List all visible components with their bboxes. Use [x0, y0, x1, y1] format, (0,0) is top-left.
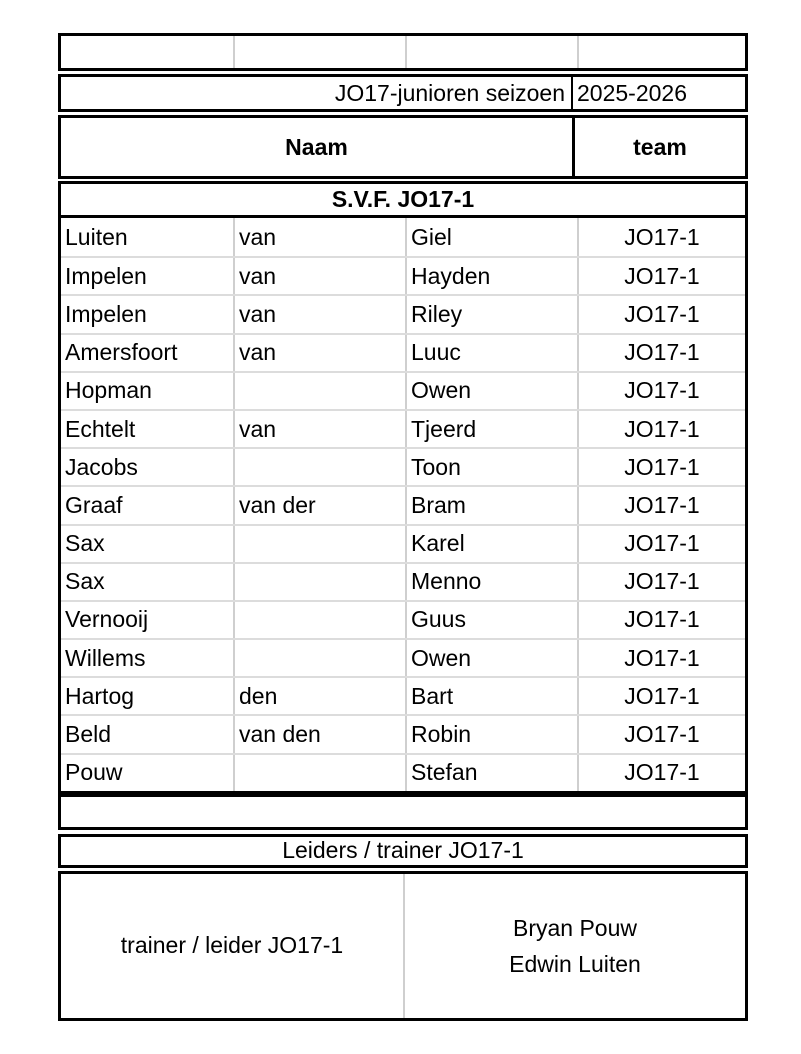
last-name-cell: Luiten [65, 223, 128, 250]
player-row [61, 524, 745, 562]
player-row [61, 333, 745, 371]
first-name-cell: Bart [405, 678, 577, 714]
prefix-cell [233, 640, 405, 676]
team-cell: JO17-1 [577, 487, 745, 523]
leaders-title-row [58, 834, 748, 868]
prefix-cell [233, 526, 405, 562]
prefix-cell: van [233, 218, 405, 256]
prefix-cell: van [233, 411, 405, 447]
last-name-cell: Sax [65, 530, 105, 557]
first-name-cell: Hayden [405, 258, 577, 294]
team-cell: JO17-1 [577, 640, 745, 676]
player-row [61, 218, 745, 256]
empty-cell [577, 36, 745, 68]
last-name-cell: Jacobs [65, 453, 138, 480]
team-cell: JO17-1 [577, 258, 745, 294]
first-name-cell: Bram [405, 487, 577, 523]
first-name-cell: Riley [405, 296, 577, 332]
first-name-cell: Owen [405, 640, 577, 676]
last-name-cell: Beld [65, 721, 112, 748]
first-name-cell: Guus [405, 602, 577, 638]
first-name-cell: Luuc [405, 335, 577, 371]
last-name-cell: Sax [65, 568, 105, 595]
season-label: JO17-junioren seizoen [61, 77, 573, 109]
player-row [61, 638, 745, 676]
player-row [61, 409, 745, 447]
team-cell: JO17-1 [577, 449, 745, 485]
season-value: 2025-2026 [577, 79, 687, 106]
last-name-cell: Willems [65, 644, 146, 671]
first-name-cell: Toon [405, 449, 577, 485]
naam-header: Naam [61, 118, 575, 176]
empty-top-row [58, 33, 748, 71]
prefix-cell: van den [233, 716, 405, 752]
column-header-row [58, 115, 748, 179]
team-cell: JO17-1 [577, 678, 745, 714]
team-section [58, 181, 748, 794]
leaders-row [58, 871, 748, 1021]
leaders-title: Leiders / trainer JO17-1 [282, 837, 524, 864]
prefix-cell: van [233, 335, 405, 371]
team-cell: JO17-1 [577, 716, 745, 752]
empty-spacer-row [58, 794, 748, 830]
player-list [61, 218, 745, 791]
team-cell: JO17-1 [577, 218, 745, 256]
player-row [61, 256, 745, 294]
prefix-cell [233, 564, 405, 600]
prefix-cell [233, 373, 405, 409]
team-cell: JO17-1 [577, 335, 745, 371]
last-name-cell: Vernooij [65, 606, 149, 633]
prefix-cell: van [233, 258, 405, 294]
team-cell: JO17-1 [577, 526, 745, 562]
leader-name: Bryan Pouw [512, 914, 637, 941]
first-name-cell: Owen [405, 373, 577, 409]
last-name-cell: Graaf [65, 491, 123, 518]
player-row [61, 447, 745, 485]
player-row [61, 294, 745, 332]
team-roster-sheet [58, 33, 748, 1021]
season-row [58, 74, 748, 112]
empty-cell [233, 36, 405, 68]
player-row [61, 676, 745, 714]
team-cell: JO17-1 [577, 411, 745, 447]
first-name-cell: Giel [405, 218, 577, 256]
empty-cell [405, 36, 577, 68]
team-cell: JO17-1 [577, 296, 745, 332]
first-name-cell: Stefan [405, 755, 577, 791]
last-name-cell: Amersfoort [65, 339, 178, 366]
player-row [61, 714, 745, 752]
team-header: team [633, 133, 687, 160]
prefix-cell [233, 602, 405, 638]
prefix-cell [233, 755, 405, 791]
team-title: S.V.F. JO17-1 [61, 184, 745, 218]
player-row [61, 562, 745, 600]
prefix-cell [233, 449, 405, 485]
player-row [61, 600, 745, 638]
first-name-cell: Robin [405, 716, 577, 752]
leader-names [405, 874, 745, 1018]
leader-name: Edwin Luiten [509, 950, 641, 977]
last-name-cell: Impelen [65, 300, 147, 327]
last-name-cell: Hopman [65, 377, 152, 404]
team-cell: JO17-1 [577, 755, 745, 791]
prefix-cell: van [233, 296, 405, 332]
team-cell: JO17-1 [577, 602, 745, 638]
first-name-cell: Tjeerd [405, 411, 577, 447]
team-cell: JO17-1 [577, 373, 745, 409]
prefix-cell: van der [233, 487, 405, 523]
last-name-cell: Echtelt [65, 415, 136, 442]
first-name-cell: Karel [405, 526, 577, 562]
first-name-cell: Menno [405, 564, 577, 600]
player-row [61, 371, 745, 409]
player-row [61, 753, 745, 791]
last-name-cell: Pouw [65, 759, 123, 786]
player-row [61, 485, 745, 523]
last-name-cell: Hartog [65, 682, 135, 709]
leader-role: trainer / leider JO17-1 [61, 874, 405, 1018]
last-name-cell: Impelen [65, 262, 147, 289]
prefix-cell: den [233, 678, 405, 714]
empty-cell [61, 36, 233, 68]
team-cell: JO17-1 [577, 564, 745, 600]
